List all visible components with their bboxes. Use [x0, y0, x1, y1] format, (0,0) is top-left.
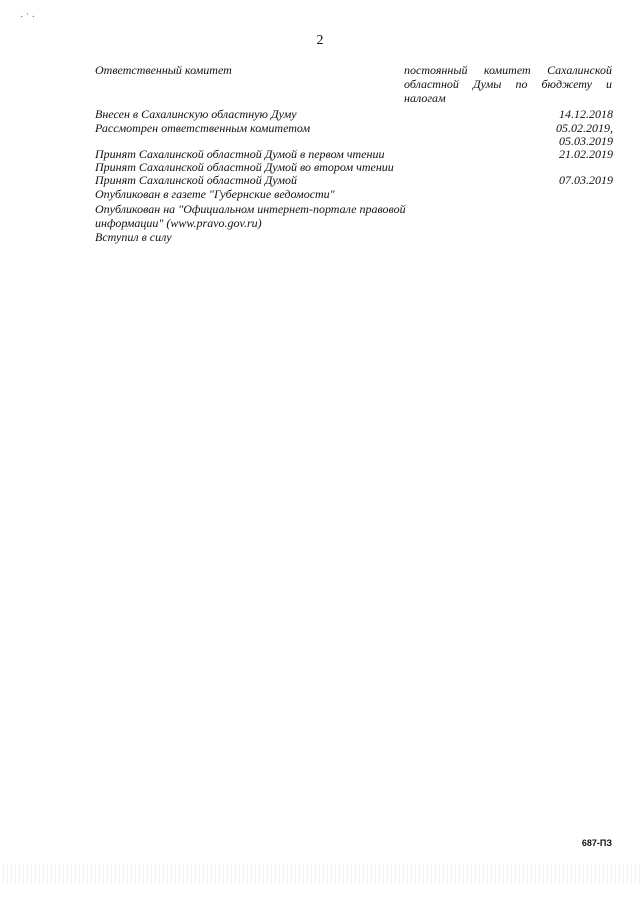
entry-label: Принят Сахалинской областной Думой в первом чтении [95, 147, 385, 161]
document-code: 687-ПЗ [581, 838, 612, 848]
committee-value [404, 63, 612, 105]
committee-value-line: постоянный комитет Сахалинской [404, 63, 612, 77]
entry-label-line: информации" (www.pravo.gov.ru) [95, 216, 262, 230]
entry-date: 07.03.2019 [559, 173, 613, 187]
committee-value-line: налогам [404, 91, 446, 105]
scan-noise-strip [0, 863, 640, 883]
committee-value-line: областной Думы по бюджету и [404, 77, 612, 91]
committee-label: Ответственный комитет [95, 63, 232, 77]
entry-label: Опубликован в газете "Губернские ведомости" [95, 187, 335, 201]
entry-label: Внесен в Сахалинскую областную Думу [95, 107, 297, 121]
entry-date: 21.02.2019 [559, 147, 613, 161]
entry-label-line: Опубликован на "Официальном интернет-портале правовой [95, 202, 406, 216]
scan-artifact: · ˈ · [20, 12, 35, 23]
entry-label: Рассмотрен ответственным комитетом [95, 121, 311, 135]
entry-date: 05.02.2019, [556, 121, 613, 135]
page-number: 2 [316, 33, 324, 48]
entry-label [95, 202, 425, 230]
entry-date: 14.12.2018 [559, 107, 613, 121]
entry-label: Принят Сахалинской областной Думой [95, 173, 298, 187]
entry-label: Принят Сахалинской областной Думой во втором чтении [95, 160, 394, 174]
entry-label: Вступил в силу [95, 230, 172, 244]
entry-date: 05.03.2019 [559, 134, 613, 148]
